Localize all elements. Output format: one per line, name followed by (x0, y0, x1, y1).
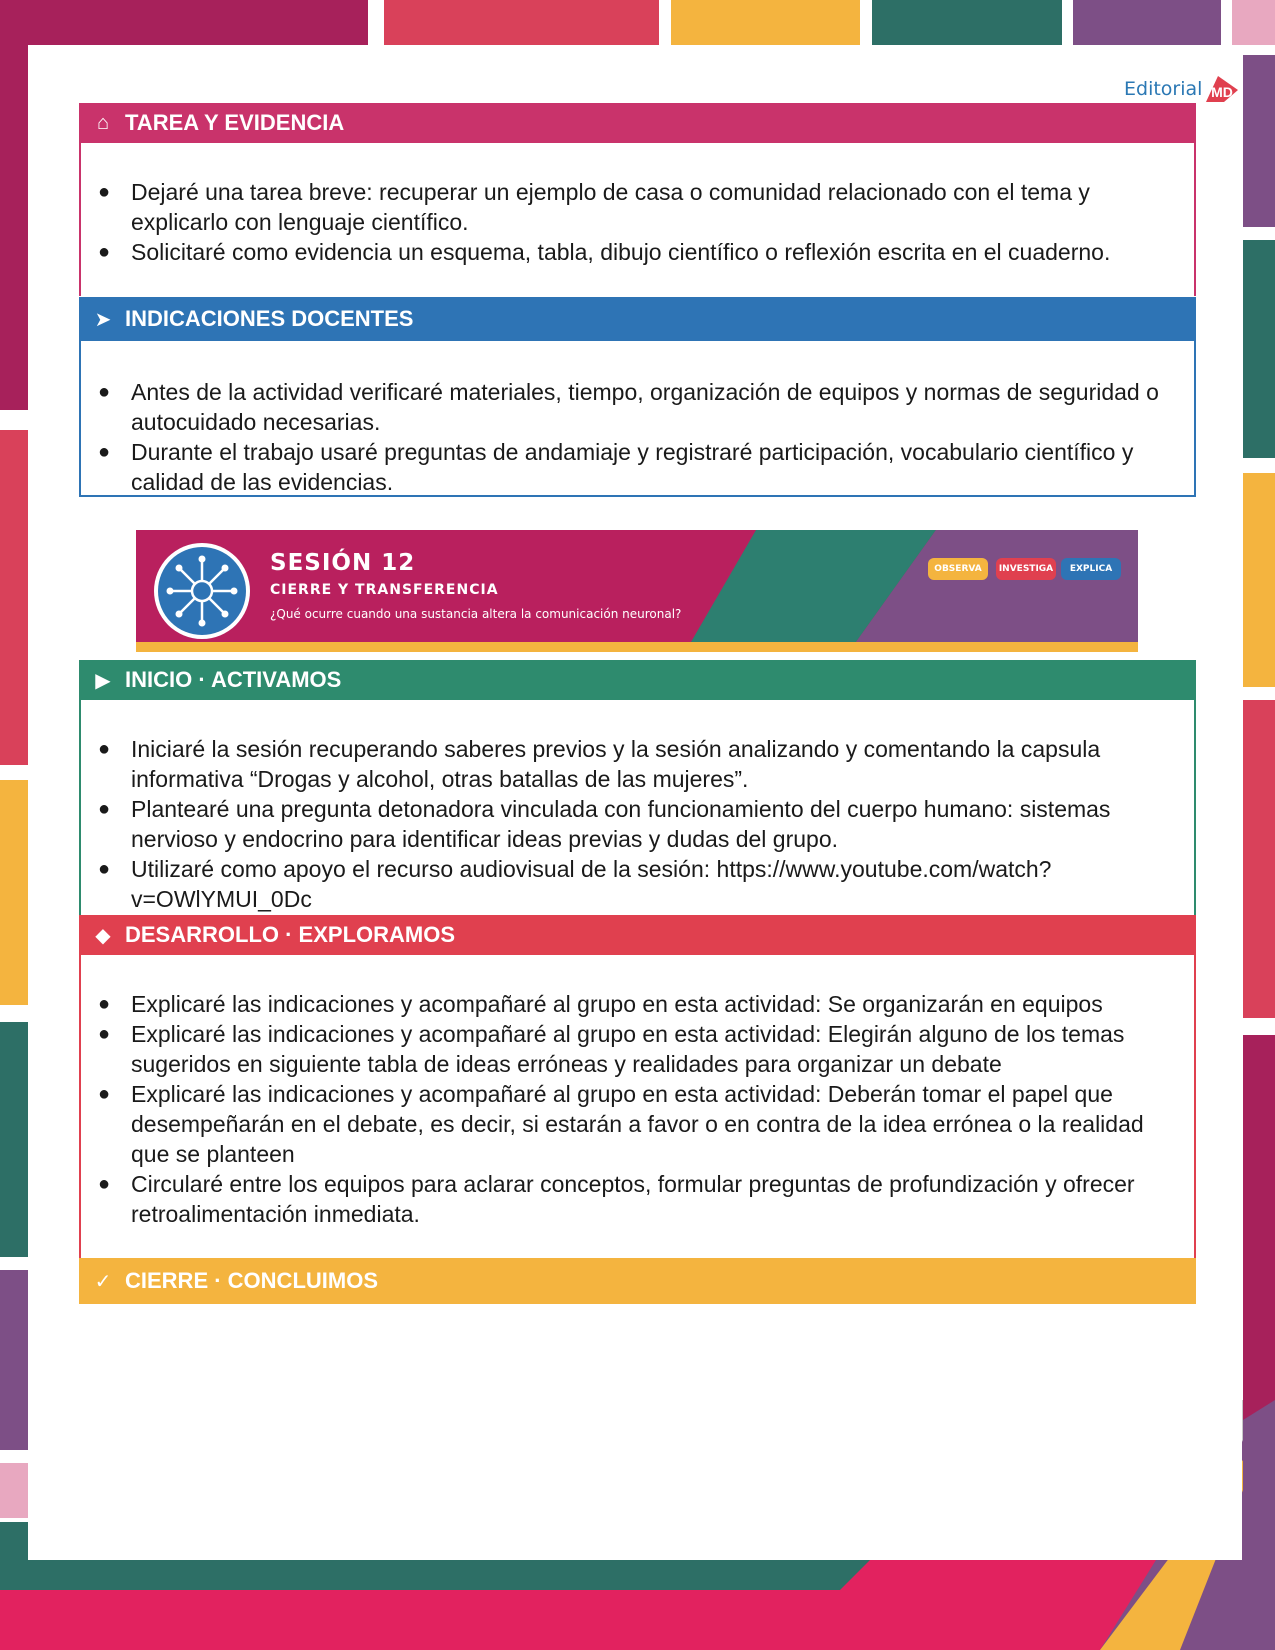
indicaciones-list (93, 377, 1182, 497)
cierre-header (79, 1258, 1196, 1304)
indicaciones-body (79, 341, 1196, 497)
indicaciones-item-text: Durante el trabajo usaré preguntas de andamiaje y registraré participación, vocabulario científico y calidad de las evidencias. (131, 439, 1134, 495)
tarea-item-text: Dejaré una tarea breve: recuperar un ejemplo de casa o comunidad relacionado con el tema y explicarlo con lenguaje científico. (131, 179, 1090, 235)
tag-investiga: INVESTIGA (996, 558, 1056, 580)
logo-mark-text: MD (1211, 84, 1234, 100)
list-item: ● Durante el trabajo usaré preguntas de andamiaje y registraré participación, vocabulario científico y calidad de las evidencias. (98, 439, 1134, 495)
list-item: ● Explicaré las indicaciones y acompañaré al grupo en esta actividad: Elegirán alguno de los temas sugeridos en siguiente tabla de ideas erróneas y realidades para organizar un debate (98, 1021, 1125, 1077)
tarea-body (79, 143, 1196, 296)
inicio-body (79, 700, 1196, 916)
list-item: ● Solicitaré como evidencia un esquema, tabla, dibujo científico o reflexión escrita en el cuaderno. (98, 239, 1111, 265)
neuron-icon (158, 547, 246, 635)
tag-observa: OBSERVA (928, 558, 988, 580)
indicaciones-header (79, 297, 1196, 341)
inicio-item-text: Utilizaré como apoyo el recurso audiovisual de la sesión: https://www.youtube.com/watch?v=OWlYMUI_0Dc (131, 856, 1052, 912)
list-item: ● Iniciaré la sesión recuperando saberes previos y la sesión analizando y comentando la capsula informativa “Drogas y alcohol, otras batallas de las mujeres”. (98, 736, 1101, 792)
indicaciones-title: INDICACIONES DOCENTES (125, 306, 414, 331)
inicio-title: INICIO · ACTIVAMOS (125, 667, 342, 692)
play-icon: ▶ (95, 669, 111, 692)
logo-text: Editorial (1124, 78, 1203, 100)
list-item: ● Dejaré una tarea breve: recuperar un ejemplo de casa o comunidad relacionado con el tema y explicarlo con lenguaje científico. (98, 179, 1090, 235)
session-subtitle: CIERRE Y TRANSFERENCIA (270, 582, 499, 598)
inicio-list (93, 734, 1182, 914)
md-logo-icon (1204, 74, 1240, 104)
desarrollo-item-text: Explicaré las indicaciones y acompañaré al grupo en esta actividad: Deberán tomar el papel que desempeñarán en el debate, es decir, si estarán a favor o en contra de la idea errónea o la realidad que se planteen (131, 1081, 1144, 1167)
cierre-title: CIERRE · CONCLUIMOS (125, 1268, 378, 1293)
tarea-header (79, 103, 1196, 143)
indicaciones-item-text: Antes de la actividad verificaré materiales, tiempo, organización de equipos y normas de seguridad o autocuidado necesarias. (131, 379, 1159, 435)
inicio-item-text: Plantearé una pregunta detonadora vinculada con funcionamiento del cuerpo humano: sistemas nervioso y endocrino para identificar ideas previas y dudas del grupo. (131, 796, 1111, 852)
diamond-icon: ◆ (95, 924, 111, 947)
desarrollo-body (79, 955, 1196, 1258)
check-icon: ✓ (94, 1270, 112, 1293)
tag-explica: EXPLICA (1061, 558, 1121, 580)
arrow-icon: ➤ (94, 308, 112, 331)
tarea-section (79, 103, 1196, 296)
list-item: ● Utilizaré como apoyo el recurso audiovisual de la sesión: https://www.youtube.com/watch?v=OWlYMUI_0Dc (98, 856, 1052, 912)
session-question: ¿Qué ocurre cuando una sustancia altera la comunicación neuronal? (270, 607, 682, 621)
inicio-header (79, 660, 1196, 700)
inicio-item-text: Iniciaré la sesión recuperando saberes previos y la sesión analizando y comentando la capsula informativa “Drogas y alcohol, otras batallas de las mujeres”. (131, 736, 1101, 792)
list-item: ● Explicaré las indicaciones y acompañaré al grupo en esta actividad: Se organizarán en equipos (98, 991, 1103, 1017)
home-icon: ⌂ (96, 111, 110, 134)
desarrollo-title: DESARROLLO · EXPLORAMOS (125, 922, 456, 947)
list-item: ● Explicaré las indicaciones y acompañaré al grupo en esta actividad: Deberán tomar el papel que desempeñarán en el debate, es decir, si estarán a favor o en contra de la idea errónea o la realidad que se planteen (98, 1081, 1144, 1167)
tarea-title: TAREA Y EVIDENCIA (125, 110, 345, 135)
desarrollo-item-text: Explicaré las indicaciones y acompañaré al grupo en esta actividad: Elegirán alguno de los temas sugeridos en siguiente tabla de ideas erróneas y realidades para organizar un debate (131, 1021, 1125, 1077)
session-title: SESIÓN 12 (270, 550, 416, 576)
cierre-section (79, 1258, 1196, 1304)
editorial-logo (1124, 74, 1240, 104)
desarrollo-section (79, 915, 1196, 1258)
desarrollo-item-text: Explicaré las indicaciones y acompañaré al grupo en esta actividad: Se organizarán en equipos (131, 991, 1103, 1017)
indicaciones-section (79, 297, 1196, 497)
tarea-list (93, 177, 1182, 267)
tarea-item-text: Solicitaré como evidencia un esquema, tabla, dibujo científico o reflexión escrita en el cuaderno. (131, 239, 1111, 265)
session-banner (136, 530, 1138, 652)
list-item: ● Circularé entre los equipos para aclarar conceptos, formular preguntas de profundización y ofrecer retroalimentación inmediata. (98, 1171, 1135, 1227)
desarrollo-item-text: Circularé entre los equipos para aclarar conceptos, formular preguntas de profundización y ofrecer retroalimentación inmediata. (131, 1171, 1135, 1227)
list-item: ● Plantearé una pregunta detonadora vinculada con funcionamiento del cuerpo humano: sistemas nervioso y endocrino para identificar ideas previas y dudas del grupo. (98, 796, 1111, 852)
inicio-section (79, 660, 1196, 916)
list-item: ● Antes de la actividad verificaré materiales, tiempo, organización de equipos y normas de seguridad o autocuidado necesarias. (98, 379, 1159, 435)
desarrollo-list (93, 989, 1182, 1229)
desarrollo-header (79, 915, 1196, 955)
